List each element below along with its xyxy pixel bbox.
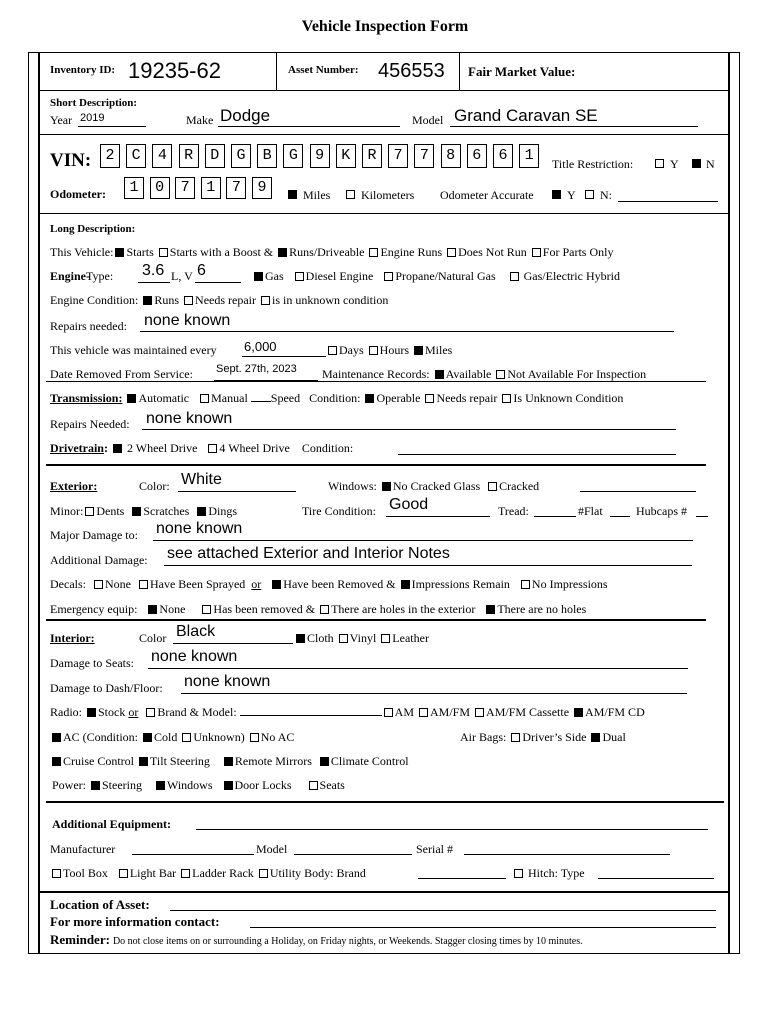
door-locks-checkbox[interactable] <box>224 781 233 790</box>
vin-char-box[interactable]: K <box>336 144 356 168</box>
maintained-every-label: This vehicle was maintained every <box>50 343 217 357</box>
lightbar-checkbox[interactable] <box>119 869 128 878</box>
inventory-label: Inventory ID: <box>50 64 116 76</box>
form-title: Vehicle Inspection Form <box>301 18 469 35</box>
engine-needs-repair-checkbox[interactable] <box>184 296 193 305</box>
utility-body-label: Utility Body: Brand <box>269 866 366 880</box>
cd-label: AM/FM CD <box>585 705 645 719</box>
windows-row <box>328 479 539 494</box>
major-damage-label: Major Damage to: <box>50 528 138 542</box>
four-wheel-drive-checkbox[interactable] <box>208 444 217 453</box>
engine-runs-checkbox[interactable] <box>369 248 378 257</box>
engine-condition-label: Engine Condition: <box>50 293 139 307</box>
trans-unknown-checkbox[interactable] <box>502 394 511 403</box>
hybrid-label: Gas/Electric Hybrid <box>523 269 620 283</box>
leather-label: Leather <box>392 631 429 645</box>
vin-char-box[interactable]: 7 <box>414 144 434 168</box>
speed-blank[interactable] <box>251 401 271 402</box>
odometer-digit-box[interactable]: 7 <box>175 177 195 199</box>
sprayed-checkbox[interactable] <box>139 580 148 589</box>
make-label: Make <box>186 113 214 127</box>
speed-label: Speed <box>270 391 301 405</box>
vinyl-label: Vinyl <box>349 631 377 645</box>
amfm-label: AM/FM <box>430 705 471 719</box>
emergency-none-label: None <box>159 602 186 616</box>
airbags-row <box>460 730 626 745</box>
transmission-label: Transmission: <box>50 391 123 405</box>
scratches-checkbox[interactable] <box>132 507 141 516</box>
title-restriction-n-label: N <box>706 157 715 171</box>
odometer-digit-box[interactable]: 1 <box>124 177 144 199</box>
trans-repairs-needed-label: Repairs Needed: <box>50 417 130 431</box>
odometer-accurate-y-label: Y <box>567 188 576 202</box>
year-value[interactable]: 2019 <box>80 112 105 124</box>
four-wheel-drive-label: 4 Wheel Drive <box>219 441 290 455</box>
model-value[interactable]: Grand Caravan SE <box>454 106 598 125</box>
maint-miles-label: Miles <box>425 343 453 357</box>
flat-label: #Flat <box>578 504 603 518</box>
am-checkbox[interactable] <box>384 708 393 717</box>
power-seats-label: Seats <box>319 778 345 792</box>
manual-checkbox[interactable] <box>200 394 209 403</box>
hours-label: Hours <box>379 343 410 357</box>
title-restriction-y-checkbox[interactable] <box>653 156 666 171</box>
fair-market-value-label: Fair Market Value: <box>468 64 576 79</box>
records-available-label: Available <box>445 367 492 381</box>
additional-equipment-label: Additional Equipment: <box>52 817 172 831</box>
no-ac-label: No AC <box>260 730 295 744</box>
exterior-color-label: Color: <box>139 479 170 493</box>
kilometers-label: Kilometers <box>361 188 415 202</box>
two-wheel-drive-label: 2 Wheel Drive <box>126 441 198 455</box>
vin-char-box[interactable]: R <box>362 144 382 168</box>
damage-dash-label: Damage to Dash/Floor: <box>50 681 163 695</box>
climate-label: Climate Control <box>330 754 409 768</box>
engine-condition-row <box>50 293 388 308</box>
no-holes-label: There are no holes <box>497 602 587 616</box>
engine-runs-label: Engine Runs <box>380 245 443 259</box>
make-value[interactable]: Dodge <box>220 106 271 125</box>
power-label: Power: <box>52 778 86 792</box>
emergency-none-checkbox[interactable] <box>148 605 157 614</box>
radio-stock-checkbox[interactable] <box>87 708 96 717</box>
vin-char-box[interactable]: B <box>257 144 277 168</box>
vin-char-box[interactable]: G <box>283 144 303 168</box>
decals-removed-checkbox[interactable] <box>272 580 281 589</box>
trans-needs-repair-label: Needs repair <box>436 391 498 405</box>
amfm-checkbox[interactable] <box>419 708 428 717</box>
hubcaps-label: Hubcaps # <box>636 504 687 518</box>
miles-label: Miles <box>303 188 331 202</box>
cloth-checkbox[interactable] <box>296 634 305 643</box>
cracked-checkbox[interactable] <box>488 482 497 491</box>
odometer-digit-box[interactable]: 9 <box>252 177 272 199</box>
power-steering-label: Steering <box>102 778 142 792</box>
no-impressions-checkbox[interactable] <box>521 580 530 589</box>
trans-repairs-needed-value[interactable]: none known <box>146 410 233 427</box>
vin-char-box[interactable]: 1 <box>519 144 539 168</box>
title-restriction-y-label: Y <box>670 157 679 171</box>
diesel-label: Diesel Engine <box>305 269 374 283</box>
tilt-label: Tilt Steering <box>150 754 210 768</box>
parts-only-label: For Parts Only <box>542 245 614 259</box>
repairs-needed-value[interactable]: none known <box>144 312 231 329</box>
impressions-remain-label: Impressions Remain <box>411 577 510 591</box>
damage-dash-value[interactable]: none known <box>184 673 271 690</box>
mirrors-label: Remote Mirrors <box>234 754 312 768</box>
engine-cylinders-value[interactable]: 6 <box>197 262 206 279</box>
odometer-label: Odometer: <box>50 187 106 201</box>
starts-label: Starts <box>126 245 154 259</box>
reminder-line <box>50 932 583 948</box>
power-seats-checkbox[interactable] <box>309 781 318 790</box>
cd-checkbox[interactable] <box>574 708 583 717</box>
ac-label: AC (Condition: <box>63 730 139 744</box>
trans-condition-label: Condition: <box>309 391 361 405</box>
hitch-label: Hitch: Type <box>528 866 585 880</box>
engine-liters-value[interactable]: 3.6 <box>142 262 165 279</box>
dents-checkbox[interactable] <box>85 507 94 516</box>
propane-checkbox[interactable] <box>384 272 393 281</box>
brand-model-checkbox[interactable] <box>146 708 155 717</box>
equipment-row <box>50 866 366 881</box>
engine-needs-repair-label: Needs repair <box>195 293 256 307</box>
engine-unknown-checkbox[interactable] <box>261 296 270 305</box>
cassette-checkbox[interactable] <box>475 708 484 717</box>
vin-char-box[interactable]: D <box>205 144 225 168</box>
airbags-label: Air Bags: <box>460 730 507 744</box>
vin-char-box[interactable]: G <box>231 144 251 168</box>
decals-row <box>50 577 608 592</box>
tire-condition-value[interactable]: Good <box>389 496 429 513</box>
engine-runs-cond-label: Runs <box>154 293 180 307</box>
lightbar-label: Light Bar <box>129 866 177 880</box>
transmission-row <box>50 391 623 406</box>
power-windows-checkbox[interactable] <box>156 781 165 790</box>
holes-checkbox[interactable] <box>320 605 329 614</box>
maintenance-records-row <box>322 367 646 382</box>
additional-damage-label: Additional Damage: <box>50 553 148 567</box>
boost-checkbox[interactable] <box>159 248 168 257</box>
engine-label: Engine- <box>50 269 91 283</box>
vehicle-status-row <box>50 245 613 260</box>
am-label: AM <box>394 705 415 719</box>
reminder-text: Do not close items on or surrounding a Holiday, on Friday nights, or Weekends. Stagger closing times by 10 minutes. <box>112 936 583 947</box>
dual-label: Dual <box>602 730 626 744</box>
decals-none-checkbox[interactable] <box>94 580 103 589</box>
emergency-removed-label: Has been removed & <box>213 602 316 616</box>
drivers-side-label: Driver’s Side <box>522 730 587 744</box>
year-label: Year <box>50 113 73 127</box>
manufacturer-label: Manufacturer <box>50 842 116 856</box>
ac-unknown-label: Unknown) <box>193 730 245 744</box>
damage-seats-value[interactable]: none known <box>151 648 238 665</box>
hitch-row <box>512 866 585 881</box>
vin-char-box[interactable]: 4 <box>152 144 172 168</box>
reminder-label: Reminder: <box>50 932 110 947</box>
operable-label: Operable <box>376 391 421 405</box>
brand-model-blank[interactable] <box>240 715 382 716</box>
dents-label: Dents <box>96 504 125 518</box>
tilt-checkbox[interactable] <box>139 757 148 766</box>
does-not-run-label: Does Not Run <box>458 245 527 259</box>
options-row <box>50 754 409 769</box>
diesel-checkbox[interactable] <box>295 272 304 281</box>
decals-none-label: None <box>104 577 131 591</box>
fuel-type-row <box>252 269 620 284</box>
this-vehicle-label: This Vehicle: <box>50 245 114 259</box>
starts-checkbox[interactable] <box>115 248 124 257</box>
vin-char-box[interactable]: 8 <box>441 144 461 168</box>
title-restriction-label: Title Restriction: <box>552 157 634 171</box>
hybrid-checkbox[interactable] <box>510 272 519 281</box>
gas-checkbox[interactable] <box>254 272 263 281</box>
interior-color-value[interactable]: Black <box>176 623 216 640</box>
power-row <box>52 778 345 793</box>
maintained-interval-value[interactable]: 6,000 <box>244 339 277 354</box>
no-cracked-glass-label: No Cracked Glass <box>392 479 481 493</box>
mirrors-checkbox[interactable] <box>224 757 233 766</box>
inventory-value[interactable]: 19235-62 <box>128 58 221 83</box>
minor-label: Minor: <box>50 504 84 518</box>
dings-label: Dings <box>208 504 237 518</box>
days-label: Days <box>339 343 364 357</box>
odometer-digit-box[interactable]: 0 <box>150 177 170 199</box>
propane-label: Propane/Natural Gas <box>395 269 496 283</box>
cold-label: Cold <box>154 730 178 744</box>
maintenance-unit-row <box>326 343 452 358</box>
tread-label: Tread: <box>498 504 529 518</box>
odometer-accurate-n-checkbox[interactable] <box>583 187 596 202</box>
trans-unknown-label: Is Unknown Condition <box>513 391 624 405</box>
interior-label: Interior: <box>50 631 95 645</box>
l-v-label: L, V <box>171 269 193 283</box>
odometer-accurate-n-label: N: <box>600 188 612 202</box>
damage-seats-label: Damage to Seats: <box>50 656 134 670</box>
odometer-digit-box[interactable]: 7 <box>226 177 246 199</box>
contact-label: For more information contact: <box>50 914 220 929</box>
emergency-removed-checkbox[interactable] <box>202 605 211 614</box>
trans-needs-repair-checkbox[interactable] <box>425 394 434 403</box>
toolbox-label: Tool Box <box>63 866 108 880</box>
engine-runs-cond-checkbox[interactable] <box>143 296 152 305</box>
decals-label: Decals: <box>50 577 86 591</box>
vin-char-box[interactable]: 6 <box>493 144 513 168</box>
runs-label: Runs/Driveable <box>289 245 365 259</box>
cloth-label: Cloth <box>307 631 334 645</box>
upholstery-row <box>294 631 429 646</box>
manual-label: Manual <box>211 391 248 405</box>
vin-char-box[interactable]: 6 <box>467 144 487 168</box>
additional-damage-value[interactable]: see attached Exterior and Interior Notes <box>167 545 450 562</box>
major-damage-value[interactable]: none known <box>156 520 243 537</box>
odometer-digit-box[interactable]: 1 <box>201 177 221 199</box>
vin-char-box[interactable]: R <box>179 144 199 168</box>
door-locks-label: Door Locks <box>234 778 292 792</box>
windows-label: Windows: <box>328 479 377 493</box>
emergency-equip-row <box>50 602 586 617</box>
exterior-color-value[interactable]: White <box>181 471 222 488</box>
no-impressions-label: No Impressions <box>531 577 608 591</box>
maint-miles-checkbox[interactable] <box>414 346 423 355</box>
hitch-checkbox[interactable] <box>514 869 523 878</box>
ladder-rack-checkbox[interactable] <box>181 869 190 878</box>
no-cracked-glass-checkbox[interactable] <box>382 482 391 491</box>
no-ac-checkbox[interactable] <box>250 733 259 742</box>
brand-model-label: Brand & Model: <box>157 705 237 719</box>
odometer-accurate-y-checkbox[interactable] <box>550 187 563 202</box>
tire-condition-label: Tire Condition: <box>302 504 376 518</box>
kilometers-checkbox[interactable] <box>344 187 357 202</box>
impressions-remain-checkbox[interactable] <box>401 580 410 589</box>
scratches-label: Scratches <box>143 504 190 518</box>
leather-checkbox[interactable] <box>381 634 390 643</box>
utility-body-checkbox[interactable] <box>259 869 268 878</box>
decals-removed-label: Have been Removed & <box>283 577 396 591</box>
drivetrain-label: Drivetrain <box>50 441 104 455</box>
sprayed-label: Have Been Sprayed <box>149 577 246 591</box>
cruise-checkbox[interactable] <box>52 757 61 766</box>
drivers-side-checkbox[interactable] <box>511 733 520 742</box>
cassette-label: AM/FM Cassette <box>486 705 570 719</box>
holes-label: There are holes in the exterior <box>331 602 476 616</box>
location-label: Location of Asset: <box>50 897 150 912</box>
automatic-label: Automatic <box>138 391 190 405</box>
vin-char-box[interactable]: 9 <box>310 144 330 168</box>
long-description-heading: Long Description: <box>50 223 136 235</box>
minor-damage-row <box>50 504 237 519</box>
vin-char-box[interactable]: 2 <box>100 144 120 168</box>
odometer-accurate-label: Odometer Accurate <box>440 188 534 202</box>
no-holes-checkbox[interactable] <box>486 605 495 614</box>
asset-number-label: Asset Number: <box>288 64 359 76</box>
short-description-heading: Short Description: <box>50 97 138 109</box>
maintenance-records-label: Maintenance Records: <box>322 367 430 381</box>
records-not-available-label: Not Available For Inspection <box>507 367 647 381</box>
engine-unknown-label: is in unknown condition <box>272 293 389 307</box>
power-windows-label: Windows <box>167 778 213 792</box>
emergency-equip-label: Emergency equip: <box>50 602 138 616</box>
cruise-label: Cruise Control <box>63 754 134 768</box>
does-not-run-checkbox[interactable] <box>447 248 456 257</box>
decals-or-label: or <box>251 577 262 591</box>
power-steering-checkbox[interactable] <box>91 781 100 790</box>
asset-number-value[interactable]: 456553 <box>378 60 445 82</box>
toolbox-checkbox[interactable] <box>52 869 61 878</box>
ac-unknown-checkbox[interactable] <box>182 733 191 742</box>
hours-checkbox[interactable] <box>369 346 378 355</box>
vin-char-box[interactable]: 7 <box>388 144 408 168</box>
dings-checkbox[interactable] <box>197 507 206 516</box>
radio-row <box>50 705 645 720</box>
date-removed-value[interactable]: Sept. 27th, 2023 <box>216 363 297 375</box>
cracked-label: Cracked <box>499 479 540 493</box>
equipment-model-label: Model <box>256 842 288 856</box>
interior-color-label: Color <box>139 631 167 645</box>
automatic-checkbox[interactable] <box>127 394 136 403</box>
records-available-checkbox[interactable] <box>435 370 444 379</box>
dual-checkbox[interactable] <box>591 733 600 742</box>
drivetrain-condition-label: Condition: <box>301 441 354 455</box>
climate-checkbox[interactable] <box>320 757 329 766</box>
radio-or-label: or <box>128 705 139 719</box>
radio-label: Radio: <box>50 705 82 719</box>
model-label: Model <box>412 113 444 127</box>
ladder-rack-label: Ladder Rack <box>192 866 254 880</box>
engine-type-label: Type: <box>86 269 114 283</box>
days-checkbox[interactable] <box>328 346 337 355</box>
date-removed-label: Date Removed From Service: <box>50 367 193 381</box>
cold-checkbox[interactable] <box>143 733 152 742</box>
vin-char-box[interactable]: C <box>126 144 146 168</box>
exterior-label: Exterior: <box>50 479 98 493</box>
vinyl-checkbox[interactable] <box>339 634 348 643</box>
radio-stock-label: Stock <box>98 705 126 719</box>
boost-label: Starts with a Boost & <box>169 245 274 259</box>
parts-only-checkbox[interactable] <box>532 248 541 257</box>
repairs-needed-label: Repairs needed: <box>50 319 127 333</box>
operable-checkbox[interactable] <box>365 394 374 403</box>
drivetrain-row: Drivetrain: 2 Wheel Drive 4 Wheel Drive Condition: <box>50 441 354 455</box>
gas-label: Gas <box>265 269 284 283</box>
ac-checkbox[interactable] <box>52 733 61 742</box>
miles-checkbox[interactable] <box>286 187 299 202</box>
two-wheel-drive-checkbox[interactable] <box>113 444 122 453</box>
runs-checkbox[interactable] <box>278 248 287 257</box>
serial-label: Serial # <box>416 842 453 856</box>
ac-row <box>50 730 294 745</box>
title-restriction-n-checkbox[interactable] <box>690 156 703 171</box>
vin-label: VIN: <box>50 150 92 171</box>
records-not-available-checkbox[interactable] <box>496 370 505 379</box>
